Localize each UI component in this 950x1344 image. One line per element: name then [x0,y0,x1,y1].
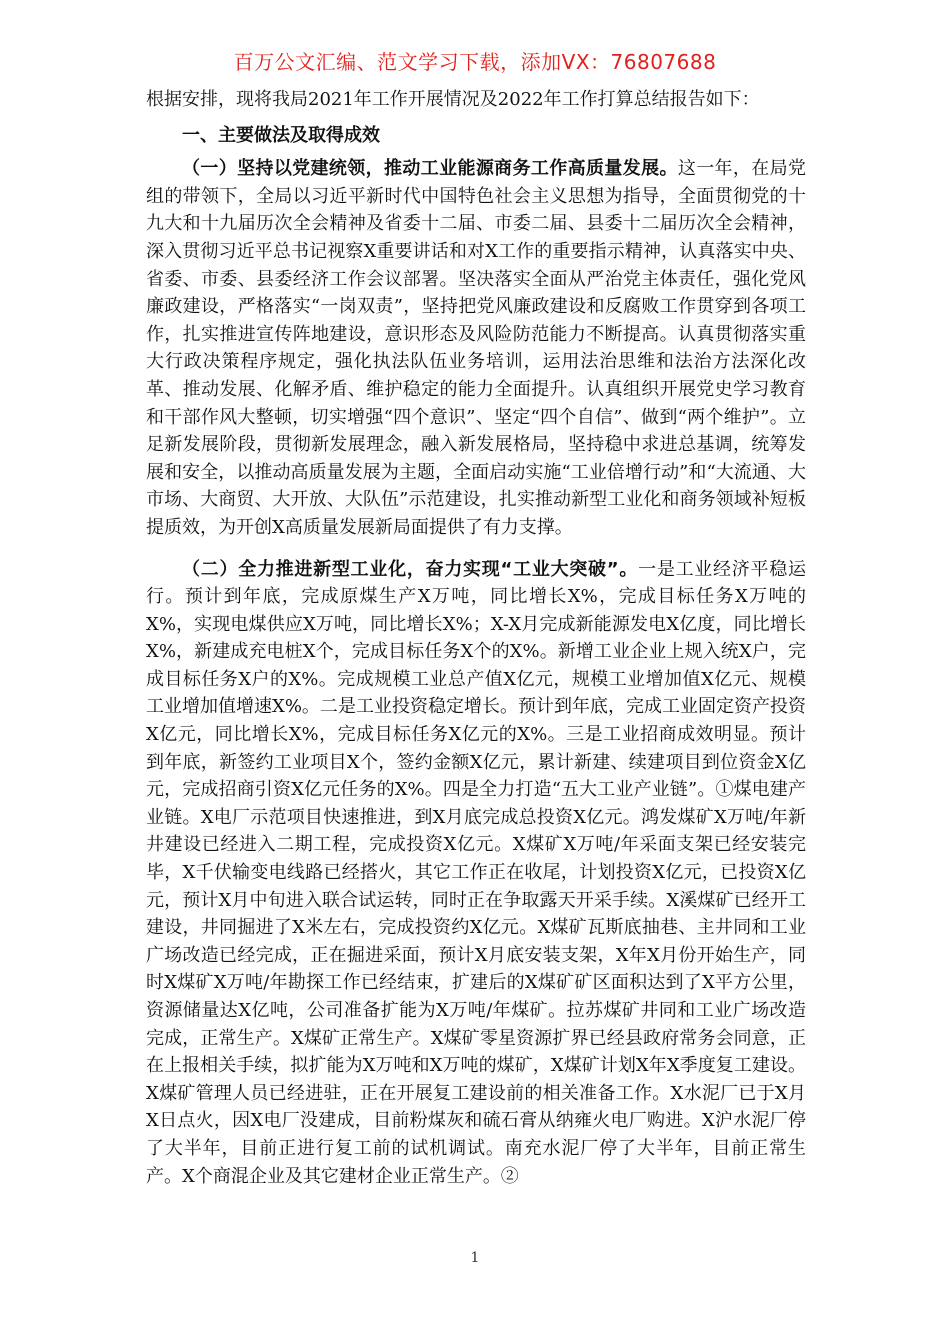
section-heading: 一、主要做法及取得成效 [182,124,380,146]
paragraph-1 [146,155,806,541]
paragraph-1-heading: （一）坚持以党建统领，推动工业能源商务工作高质量发展。 [182,158,678,180]
paragraph-2 [146,556,806,1191]
header-banner: 百万公文汇编、范文学习下载，添加VX：76807688 [233,50,717,74]
paragraph-2-body: 一是工业经济平稳运行。预计到年底，完成原煤生产X万吨，同比增长X%，完成目标任务X万吨的X%，实现电煤供应X万吨，同比增长X%；X-X月完成新能源发电X亿度，同比增长X%，新建成充电桩X个，完成目标任务X个的X%。新增工业企业上规入统X户，完成目标任务X户的X%。完成规模工业总产值X亿元，规模工业增加值X亿元、规模工业增加值增速X%。二是工业投资稳定增长。预计到年底，完成工业固定资产投资X亿元，同比增长X%，完成目标任务X亿元的X%。三是工业招商成效明显。预计到年底，新签约工业项目X个，签约金额X亿元，累计新建、续建项目到位资金X亿元，完成招商引资X亿元任务的X%。四是全力打造“五大工业产业链”。①煤电建产业链。X电厂示范项目快速推进，到X月底完成总投资X亿元。鸿发煤矿X万吨/年新井建设已经进入二期工程，完成投资X亿元。X煤矿X万吨/年采面支架已经安装完毕，X千伏输变电线路已经搭火，其它工作正在收尾，计划投资X亿元，已投资X亿元，预计X月中旬进入联合试运转，同时正在争取露天开采手续。X溪煤矿已经开工建设，井同掘进了X米左右，完成投资约X亿元。X煤矿瓦斯底抽巷、主井同和工业广场改造已经完成，正在掘进采面，预计X月底安装支架，X年X月份开始生产，同时X煤矿X万吨/年勘探工作已经结束，扩建后的X煤矿矿区面积达到了X平方公里，资源储量达X亿吨，公司准备扩能为X万吨/年煤矿。拉苏煤矿井同和工业广场改造完成，正常生产。X煤矿正常生产。X煤矿零星资源扩界已经县政府常务会同意，正在上报相关手续，拟扩能为X万吨和X万吨的煤矿，X煤矿计划X年X季度复工建设。X煤矿管理人员已经进驻，正在开展复工建设前的相关准备工作。X水泥厂已于X月X日点火，因X电厂没建成，目前粉煤灰和硫石膏从纳雍火电厂购进。X沪水泥厂停了大半年，目前正进行复工前的试机调试。南充水泥厂停了大半年，目前正常生产。X个商混企业及其它建材企业正常生产。② [146,558,806,1187]
page-number: 1 [470,1250,480,1266]
document-body [146,86,806,1190]
paragraph-2-heading: （二）全力推进新型工业化，奋力实现“工业大突破”。 [182,558,639,580]
intro-paragraph: 根据安排，现将我局2021年工作开展情况及2022年工作打算总结报告如下： [146,89,760,110]
paragraph-1-body: 这一年，在局党组的带领下，全局以习近平新时代中国特色社会主义思想为指导，全面贯彻党的十九大和十九届历次全会精神及省委十二届、市委二届、县委十二届历次全会精神，深入贯彻习近平总书记视察X重要讲话和对X工作的重要指示精神，认真落实中央、省委、市委、县委经济工作会议部署。坚决落实全面从严治党主体责任，强化党风廉政建设，严格落实“一岗双责”，坚持把党风廉政建设和反腐败工作贯穿到各项工作，扎实推进宣传阵地建设，意识形态及风险防范能力不断提高。认真贯彻落实重大行政决策程序规定，强化执法队伍业务培训，运用法治思维和法治方法深化改革、推动发展、化解矛盾、维护稳定的能力全面提升。认真组织开展党史学习教育和干部作风大整顿，切实增强“四个意识”、坚定“四个自信”、做到“两个维护”。立足新发展阶段，贯彻新发展理念，融入新发展格局，坚持稳中求进总基调，统筹发展和安全，以推动高质量发展为主题，全面启动实施“工业倍增行动”和“大流通、大市场、大商贸、大开放、大队伍”示范建设，扎实推动新型工业化和商务领域补短板提质效，为开创X高质量发展新局面提供了有力支撑。 [146,158,807,538]
